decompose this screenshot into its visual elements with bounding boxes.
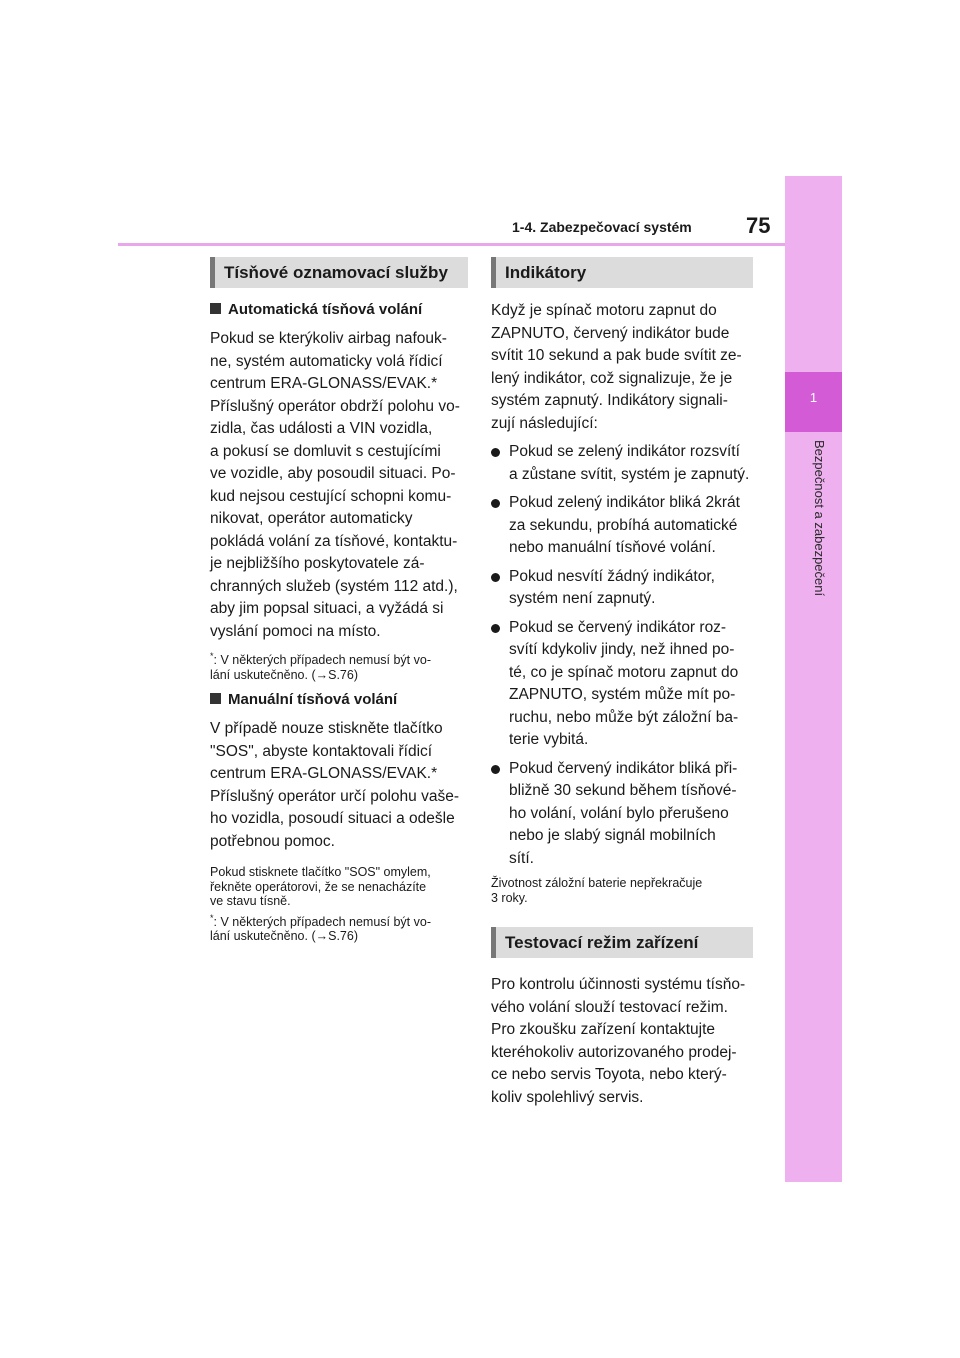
text-line: systém zapnutý. Indikátory signali- [491, 392, 728, 409]
text-line: : V některých případech nemusí být vo- [213, 653, 431, 668]
chapter-number: 1 [809, 390, 818, 405]
list-item [491, 566, 753, 611]
text-line: nebo manuální tísňové volání. [509, 539, 716, 556]
subheading-text: Automatická tísňová volání [228, 301, 423, 318]
text-line: je nejbližšího poskytovatele zá- [210, 555, 425, 572]
section-heading-emergency-services: Tísňové oznamovací služby [210, 257, 468, 288]
text-line: Pokud se červený indikátor roz- [509, 618, 727, 636]
text-line: nikovat, operátor automaticky [210, 510, 413, 527]
text-line: Pokud zelený indikátor bliká 2krát [509, 494, 740, 511]
text-line: aby jim popsal situaci, a vyžádá si [210, 600, 444, 617]
text-line: Pokud se kterýkoliv airbag nafouk- [210, 330, 447, 347]
bullet-dot-icon [491, 765, 500, 774]
text-line: systém není zapnutý. [509, 590, 656, 607]
list-item [491, 617, 753, 752]
square-bullet-icon [210, 303, 221, 314]
text-line: za sekundu, probíhá automatické [509, 516, 738, 534]
text-line: vého volání slouží testovací režim. [491, 998, 728, 1016]
section-heading-indicators: Indikátory [491, 257, 753, 288]
section-heading-test-mode: Testovací režim zařízení [491, 927, 753, 958]
text-line: Příslušný operátor obdrží polohu vo- [210, 397, 460, 415]
text-line: terie vybitá. [509, 731, 589, 748]
text-line: V případě nouze stiskněte tlačítko [210, 720, 443, 738]
bullet-dot-icon [491, 624, 500, 633]
list-item [491, 441, 753, 486]
text-line: Příslušný operátor určí polohu vaše- [210, 787, 459, 805]
text-line: svítí kdykoliv jindy, než ihned po- [509, 641, 735, 658]
text-line: vyslání pomoci na místo. [210, 622, 381, 640]
text-line: Pokud stisknete tlačítko "SOS" omylem, [210, 865, 431, 880]
text-line: zidla, čas události a VIN vozidla, [210, 420, 433, 437]
text-line: a pokusí se domluvit s cestujícími [210, 442, 441, 460]
text-line: řekněte operátorovi, že se nenacházíte [210, 879, 427, 894]
footnote-marker: * [210, 912, 214, 923]
text-line: Pokud červený indikátor bliká při- [509, 759, 738, 777]
text-line: sítí. [509, 849, 534, 867]
footnote-marker: * [210, 651, 214, 661]
text-line: potřebnou pomoc. [210, 832, 335, 850]
text-line: centrum ERA-GLONASS/EVAK.* [210, 765, 438, 783]
square-bullet-icon [210, 693, 221, 704]
text-line: Pro zkoušku zařízení kontaktujte [491, 1021, 716, 1038]
list-item [491, 492, 753, 560]
text-line: chranných služeb (systém 112 atd.), [210, 577, 458, 595]
bullet-dot-icon [491, 448, 500, 457]
text-line: pokládá volání za tísňové, kontaktu- [210, 532, 458, 550]
text-line: ruchu, nebo může být záložní ba- [509, 708, 739, 726]
text-line: ve vozidle, aby posoudil situaci. Po- [210, 465, 456, 482]
left-column [210, 257, 468, 952]
text-line: zují následující: [491, 414, 598, 432]
paragraph-test-mode [491, 974, 753, 1109]
note-sos-mistake [210, 865, 468, 909]
text-line: bližně 30 sekund během tísňové- [509, 782, 737, 799]
text-line: kteréhokoliv autorizovaného prodej- [491, 1043, 737, 1061]
header-rule [118, 243, 785, 246]
paragraph-automatic-calls [210, 328, 468, 643]
text-line: : V některých případech nemusí být vo- [213, 914, 431, 929]
paragraph-indicators-intro [491, 300, 753, 435]
text-line: té, co je spínač motoru zapnut do [509, 663, 739, 681]
text-line: koliv spolehlivý servis. [491, 1088, 644, 1106]
text-line: kud nejsou cestující schopni komu- [210, 487, 452, 505]
text-line: a zůstane svítit, systém je zapnutý. [509, 465, 750, 483]
text-line: Životnost záložní baterie nepřekračuje [491, 876, 703, 890]
subheading-text: Manuální tísňová volání [228, 691, 398, 709]
text-line: 3 roky. [491, 890, 528, 905]
subheading-manual-calls [210, 690, 468, 710]
section-header-title: 1-4. Zabezpečovací systém [512, 219, 692, 235]
text-line: lený indikátor, což signalizuje, že je [491, 369, 733, 387]
text-line: Pro kontrolu účinnosti systému tísňo- [491, 976, 746, 993]
text-line: Pokud nesvítí žádný indikátor, [509, 567, 715, 585]
text-line: ZAPNUTO, systém může mít po- [509, 686, 736, 703]
text-line: ZAPNUTO, červený indikátor bude [491, 324, 730, 342]
paragraph-manual-calls [210, 718, 468, 853]
chapter-label: Bezpečnost a zabezpečení [812, 440, 827, 597]
text-line: centrum ERA-GLONASS/EVAK.* [210, 375, 438, 392]
text-line: lání uskutečněno. (→S.76) [210, 667, 358, 682]
subheading-automatic-calls [210, 300, 468, 320]
text-line: "SOS", abyste kontaktovali řídicí [210, 742, 433, 760]
text-line: ho vozidla, posoudí situaci a odešle [210, 810, 455, 828]
page-number: 75 [746, 213, 771, 238]
text-line: ho volání, volání bylo přerušeno [509, 804, 729, 822]
text-line: Pokud se zelený indikátor rozsvítí [509, 443, 740, 460]
text-line: ve stavu tísně. [210, 894, 291, 909]
text-line: Když je spínač motoru zapnut do [491, 302, 717, 319]
list-item [491, 758, 753, 871]
text-line: ne, systém automaticky volá řídicí [210, 352, 443, 370]
text-line: lání uskutečněno. (→S.76) [210, 929, 358, 944]
chapter-tab-strip [785, 176, 842, 1182]
bullet-dot-icon [491, 499, 500, 508]
right-column [491, 257, 753, 1115]
note-backup-battery [491, 876, 753, 905]
text-line: nebo je slabý signál mobilních [509, 827, 716, 844]
text-line: ce nebo servis Toyota, nebo který- [491, 1066, 727, 1083]
footnote-manual [210, 911, 468, 944]
bullet-dot-icon [491, 573, 500, 582]
text-line: svítit 10 sekund a pak bude svítit ze- [491, 347, 742, 364]
footnote-automatic [210, 649, 468, 682]
